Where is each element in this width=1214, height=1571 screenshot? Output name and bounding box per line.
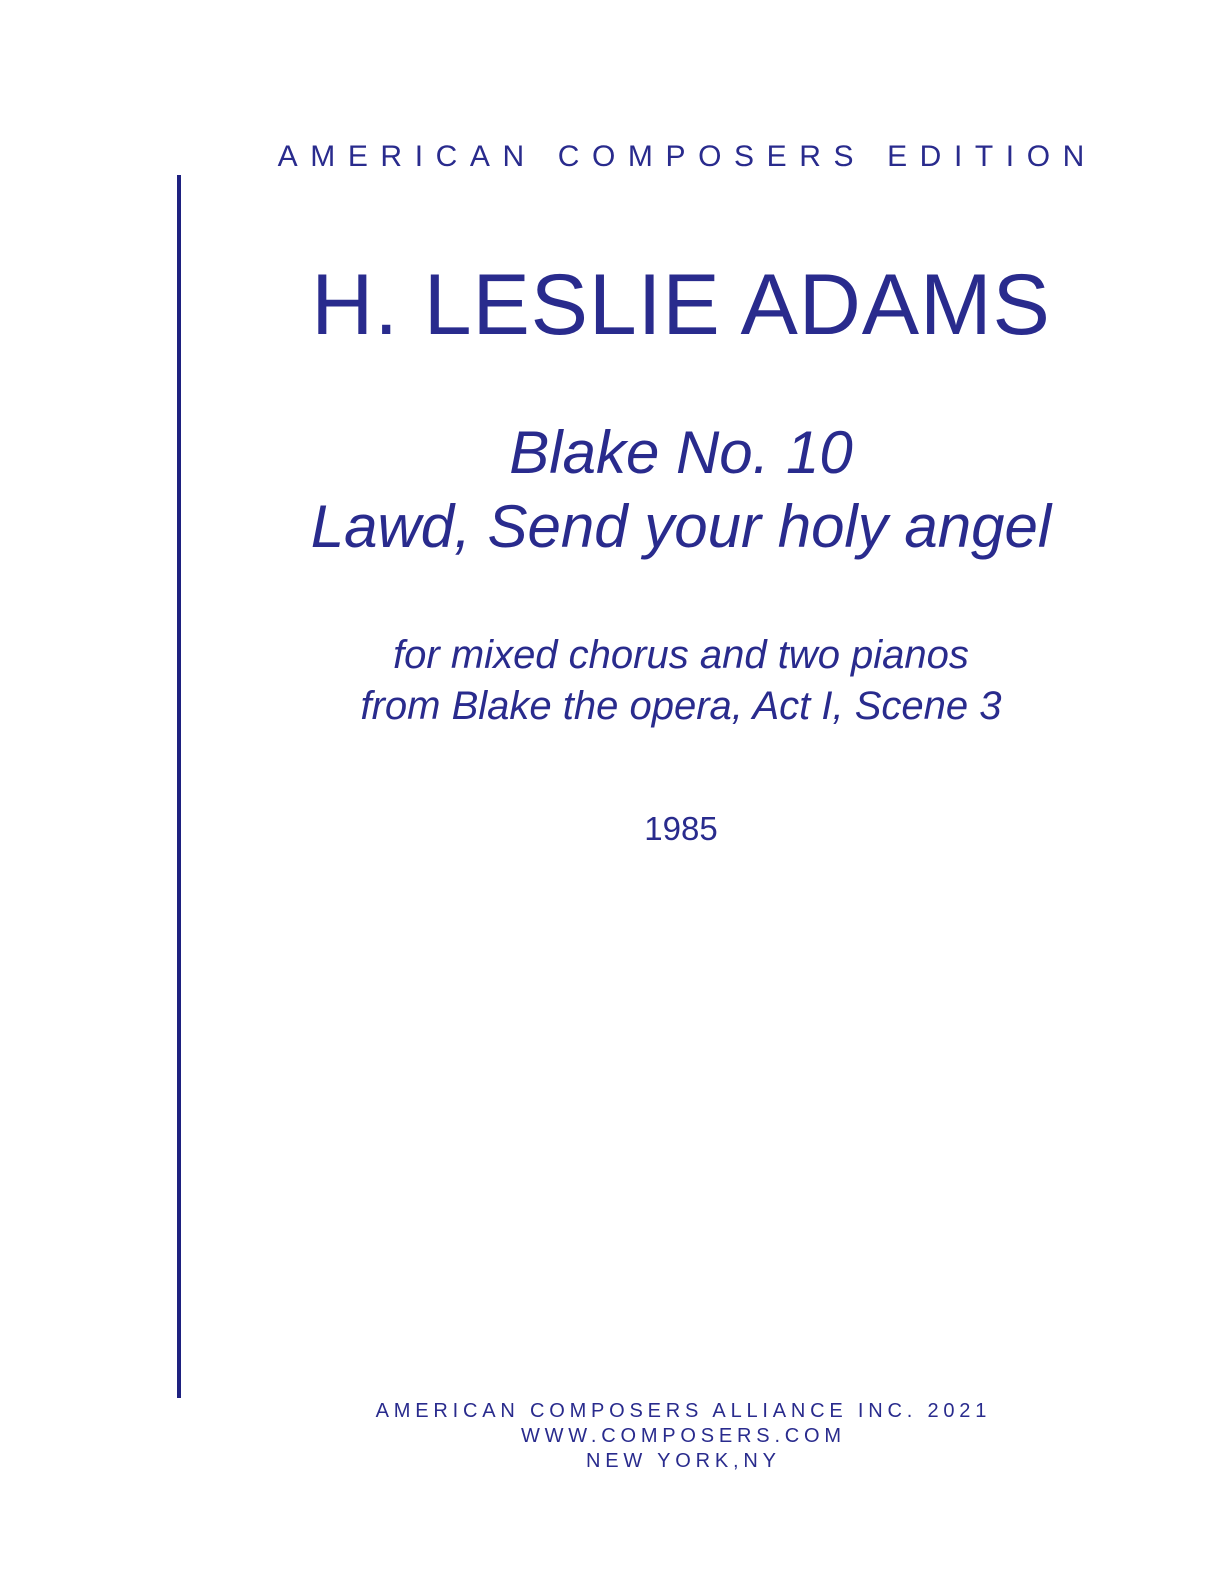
title-page-content <box>148 0 1214 1571</box>
instrumentation-note: for mixed chorus and two pianos <box>393 633 969 677</box>
work-title <box>148 416 1214 564</box>
source-note: from Blake the opera, Act I, Scene 3 <box>360 684 1002 728</box>
publisher-location: NEW YORK,NY <box>586 1450 781 1472</box>
publisher-name-line: AMERICAN COMPOSERS ALLIANCE INC. 2021 <box>375 1400 992 1422</box>
work-subtitle <box>148 630 1214 732</box>
composer-name: H. LESLIE ADAMS <box>311 257 1051 353</box>
publisher-website: WWW.COMPOSERS.COM <box>520 1425 846 1447</box>
edition-header: AMERICAN COMPOSERS EDITION <box>277 140 1097 173</box>
work-title-line2: Lawd, Send your holy angel <box>310 493 1052 560</box>
publisher-footer <box>148 1399 1214 1474</box>
work-title-line1: Blake No. 10 <box>509 419 853 486</box>
composition-year: 1985 <box>644 810 718 847</box>
